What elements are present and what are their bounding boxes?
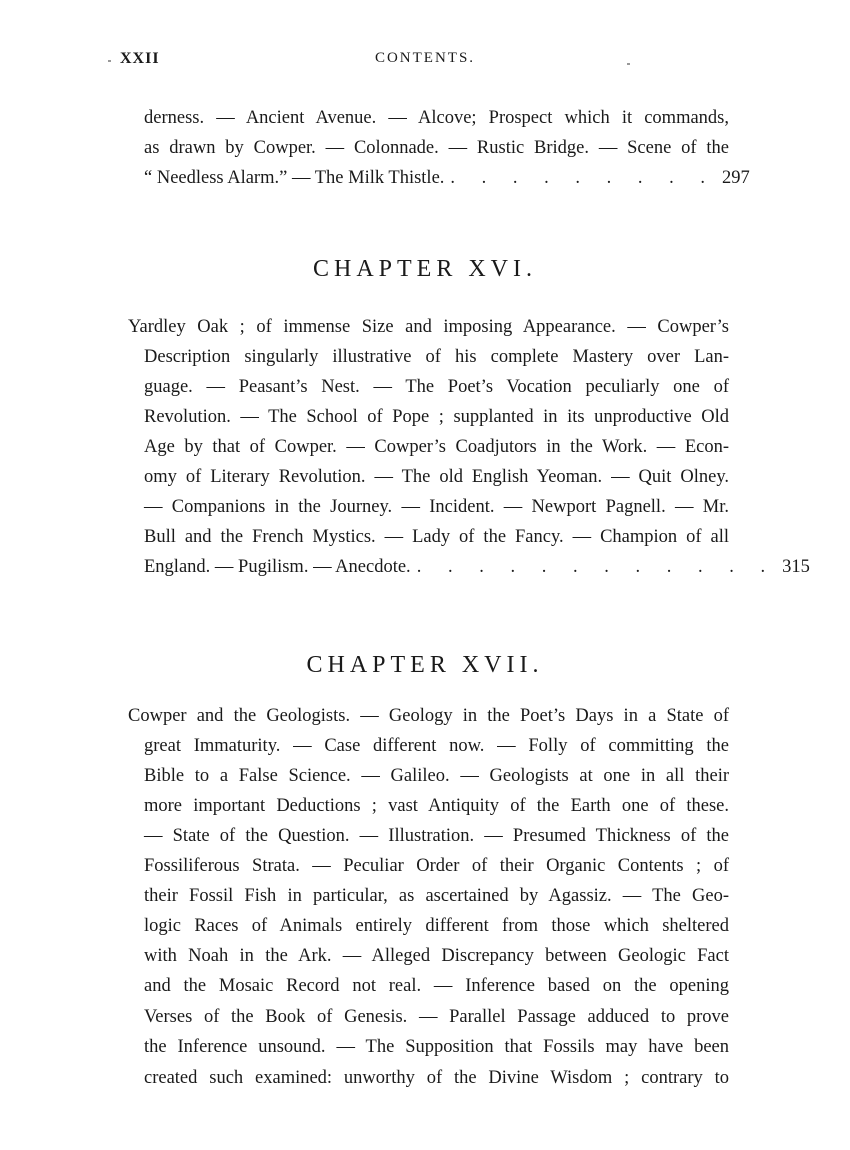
chapter-heading: CHAPTER XVI.: [312, 256, 537, 282]
running-head: [120, 50, 730, 72]
toc-line: Description singularly illustrative of his complete Mastery over Lan-: [144, 347, 729, 367]
toc-line: more important Deductions ; vast Antiquity of the Earth one of these.: [144, 796, 729, 816]
toc-line-last: [144, 555, 810, 579]
ink-speck: [108, 60, 111, 62]
toc-line: Revolution. — The School of Pope ; supplanted in its unproductive Old: [144, 407, 729, 427]
toc-line: Bull and the French Mystics. — Lady of the Fancy. — Champion of all: [144, 527, 729, 547]
chapter-heading: CHAPTER XVII.: [306, 652, 544, 678]
dot-leader: . . . . . . . . .: [450, 168, 717, 188]
toc-line: Verses of the Book of Genesis. — Parallel Passage adduced to prove: [144, 1007, 729, 1027]
toc-line-text: England. — Pugilism. — Anecdote.: [144, 557, 411, 577]
toc-line: the Inference unsound. — The Supposition that Fossils may have been: [144, 1037, 729, 1057]
toc-line: Bible to a False Science. — Galileo. — Geologists at one in all their: [144, 766, 729, 786]
toc-line: their Fossil Fish in particular, as ascertained by Agassiz. — The Geo-: [144, 886, 729, 906]
toc-line: as drawn by Cowper. — Colonnade. — Rustic Bridge. — Scene of the: [144, 138, 729, 158]
toc-line: with Noah in the Ark. — Alleged Discrepancy between Geologic Fact: [144, 946, 729, 966]
toc-line: Age by that of Cowper. — Cowper’s Coadjutors in the Work. — Econ-: [144, 437, 729, 457]
toc-line: Cowper and the Geologists. — Geology in the Poet’s Days in a State of: [128, 706, 729, 726]
dot-leader: . . . . . . . . . . . .: [416, 557, 777, 577]
toc-line: created such examined: unworthy of the Divine Wisdom ; contrary to: [144, 1068, 729, 1088]
page-number: 297: [722, 168, 750, 188]
toc-line: — State of the Question. — Illustration. — Presumed Thickness of the: [144, 826, 729, 846]
toc-line: derness. — Ancient Avenue. — Alcove; Prospect which it commands,: [144, 108, 729, 128]
page-folio: XXII: [120, 50, 160, 67]
running-title: CONTENTS.: [374, 50, 476, 66]
toc-line: and the Mosaic Record not real. — Inference based on the opening: [144, 976, 729, 996]
toc-line: Yardley Oak ; of immense Size and imposing Appearance. — Cowper’s: [128, 317, 729, 337]
toc-line: guage. — Peasant’s Nest. — The Poet’s Vocation peculiarly one of: [144, 377, 729, 397]
toc-line-text: “ Needless Alarm.” — The Milk Thistle.: [144, 168, 445, 188]
toc-line: logic Races of Animals entirely different from those which sheltered: [144, 916, 729, 936]
toc-line: omy of Literary Revolution. — The old English Yeoman. — Quit Olney.: [144, 467, 729, 487]
toc-line-last: [144, 166, 750, 190]
toc-line: — Companions in the Journey. — Incident. — Newport Pagnell. — Mr.: [144, 497, 729, 517]
toc-line: great Immaturity. — Case different now. — Folly of committing the: [144, 736, 729, 756]
toc-line: Fossiliferous Strata. — Peculiar Order of their Organic Contents ; of: [144, 856, 729, 876]
page-number: 315: [782, 557, 810, 577]
